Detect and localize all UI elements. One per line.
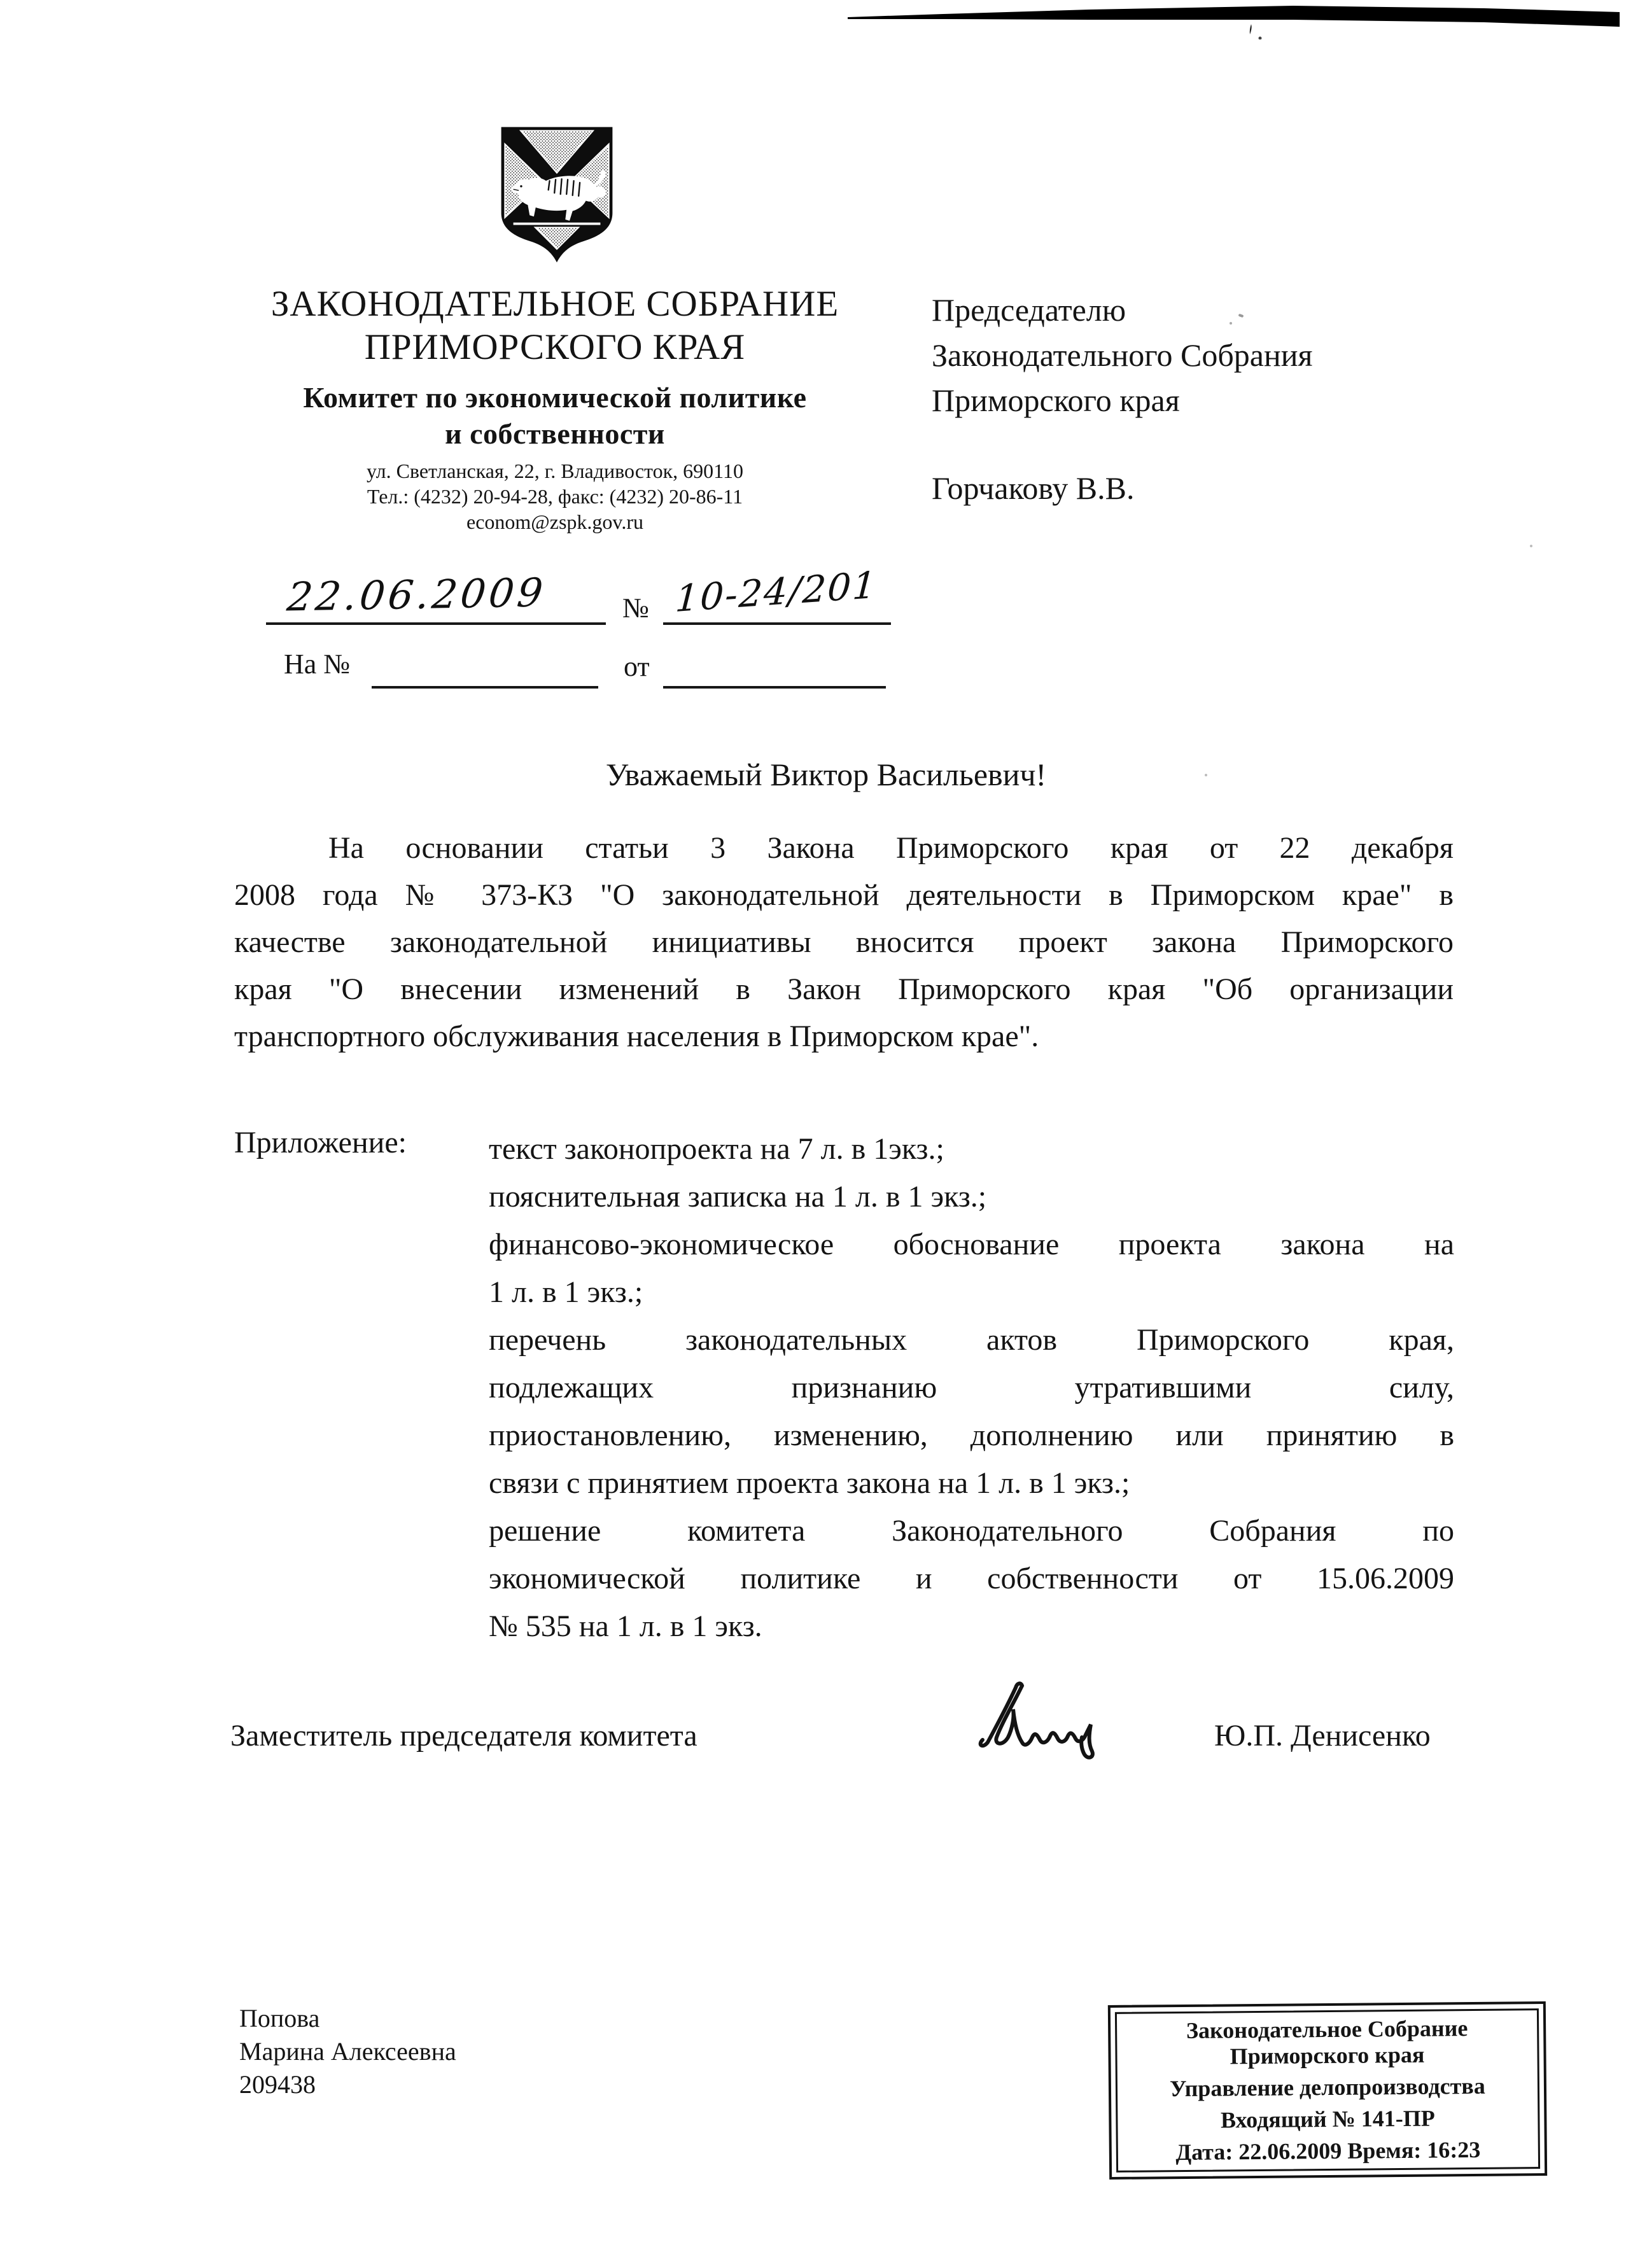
letterhead-postal-address: ул. Светланская, 22, г. Владивосток, 690110 bbox=[367, 459, 743, 482]
letterhead-email: econom@zspk.gov.ru bbox=[466, 510, 643, 533]
incoming-registration-stamp bbox=[1108, 2001, 1547, 2180]
letterhead-committee bbox=[247, 379, 863, 452]
handwritten-date: 22.06.2009 bbox=[284, 569, 549, 620]
reply-number-underline bbox=[372, 655, 598, 689]
stamp-org-line1: Законодательное Собрание bbox=[1186, 2015, 1468, 2043]
salutation: Уважаемый Виктор Васильевич! bbox=[605, 757, 1047, 792]
attachments-list bbox=[489, 1125, 1454, 1650]
attachment-item-line: перечень законодательных актов Приморского края, bbox=[489, 1323, 1454, 1357]
recipient-name: Горчакову В.В. bbox=[932, 470, 1135, 506]
handwritten-number: 10-24/201 bbox=[674, 563, 879, 620]
letterhead-phone-fax: Тел.: (4232) 20-94-28, факс: (4232) 20-86-11 bbox=[367, 485, 743, 508]
recipient-line3: Приморского края bbox=[932, 382, 1180, 418]
recipient-line1: Председателю bbox=[932, 292, 1126, 328]
attachment-item-line: 1 л. в 1 экз.; bbox=[489, 1275, 643, 1309]
body-line: 2008 года № 373-КЗ "О законодательной деятельности в Приморском крае" в bbox=[234, 878, 1454, 912]
attachment-item-line: подлежащих признанию утратившими силу, bbox=[489, 1371, 1454, 1404]
reply-to-label: На № bbox=[284, 648, 351, 680]
body-line: На основании статьи 3 Закона Приморского края от 22 декабря bbox=[328, 831, 1454, 865]
stamp-date-time: Дата: 22.06.2009 Время: 16:23 bbox=[1175, 2136, 1481, 2166]
body-line: качестве законодательной инициативы вносится проект закона Приморского bbox=[234, 925, 1454, 959]
reply-from-label: от bbox=[624, 651, 650, 682]
committee-line1: Комитет по экономической политике bbox=[303, 381, 807, 414]
stamp-department: Управление делопроизводства bbox=[1169, 2073, 1485, 2102]
scan-speck bbox=[1530, 545, 1532, 547]
handwritten-signature bbox=[972, 1677, 1132, 1760]
attachments-label: Приложение: bbox=[234, 1126, 407, 1159]
executor-block bbox=[239, 2002, 456, 2101]
scan-speck bbox=[1205, 774, 1207, 776]
body-line: края "О внесении изменений в Закон Приморского края "Об организации bbox=[234, 972, 1454, 1006]
attachment-item-line: решение комитета Законодательного Собрания по bbox=[489, 1514, 1454, 1548]
recipient-line2: Законодательного Собрания bbox=[932, 337, 1313, 373]
executor-last-name: Попова bbox=[239, 2004, 320, 2033]
body-line: транспортного обслуживания населения в Приморском крае". bbox=[234, 1019, 1039, 1053]
executor-first-middle-name: Марина Алексеевна bbox=[239, 2037, 456, 2066]
reply-date-underline bbox=[663, 655, 886, 689]
letterhead-org-title bbox=[247, 283, 863, 369]
org-title-line1: ЗАКОНОДАТЕЛЬНОЕ СОБРАНИЕ bbox=[270, 284, 839, 324]
stamp-incoming-number: Входящий № 141-ПР bbox=[1220, 2105, 1435, 2133]
number-label: № bbox=[622, 592, 649, 624]
letterhead-contacts bbox=[247, 458, 863, 535]
attachment-item-line: финансово-экономическое обоснование проекта закона на bbox=[489, 1228, 1454, 1261]
coat-of-arms-primorsky-icon bbox=[496, 122, 617, 267]
body-paragraph bbox=[234, 825, 1454, 1060]
attachment-item-line: связи с принятием проекта закона на 1 л. в 1 экз.; bbox=[489, 1466, 1130, 1500]
signer-title: Заместитель председателя комитета bbox=[230, 1719, 697, 1753]
recipient-block bbox=[932, 288, 1530, 423]
attachment-item-line: экономической политике и собственности от 15.06.2009 bbox=[489, 1562, 1454, 1595]
attachment-item-line: № 535 на 1 л. в 1 экз. bbox=[489, 1609, 762, 1643]
org-title-line2: ПРИМОРСКОГО КРАЯ bbox=[364, 327, 746, 367]
executor-phone: 209438 bbox=[239, 2070, 316, 2099]
attachment-item-line: пояснительная записка на 1 л. в 1 экз.; bbox=[489, 1180, 987, 1214]
attachment-item-line: приостановлению, изменению, дополнению или принятию в bbox=[489, 1418, 1454, 1452]
signer-name: Ю.П. Денисенко bbox=[1214, 1719, 1431, 1753]
stamp-inner-frame bbox=[1115, 2008, 1540, 2173]
attachment-item-line: текст законопроекта на 7 л. в 1экз.; bbox=[489, 1132, 944, 1166]
scan-artifact-line bbox=[848, 1, 1621, 39]
committee-line2: и собственности bbox=[445, 417, 665, 450]
scan-speck bbox=[1230, 322, 1232, 325]
stamp-org-line2: Приморского края bbox=[1230, 2041, 1425, 2069]
